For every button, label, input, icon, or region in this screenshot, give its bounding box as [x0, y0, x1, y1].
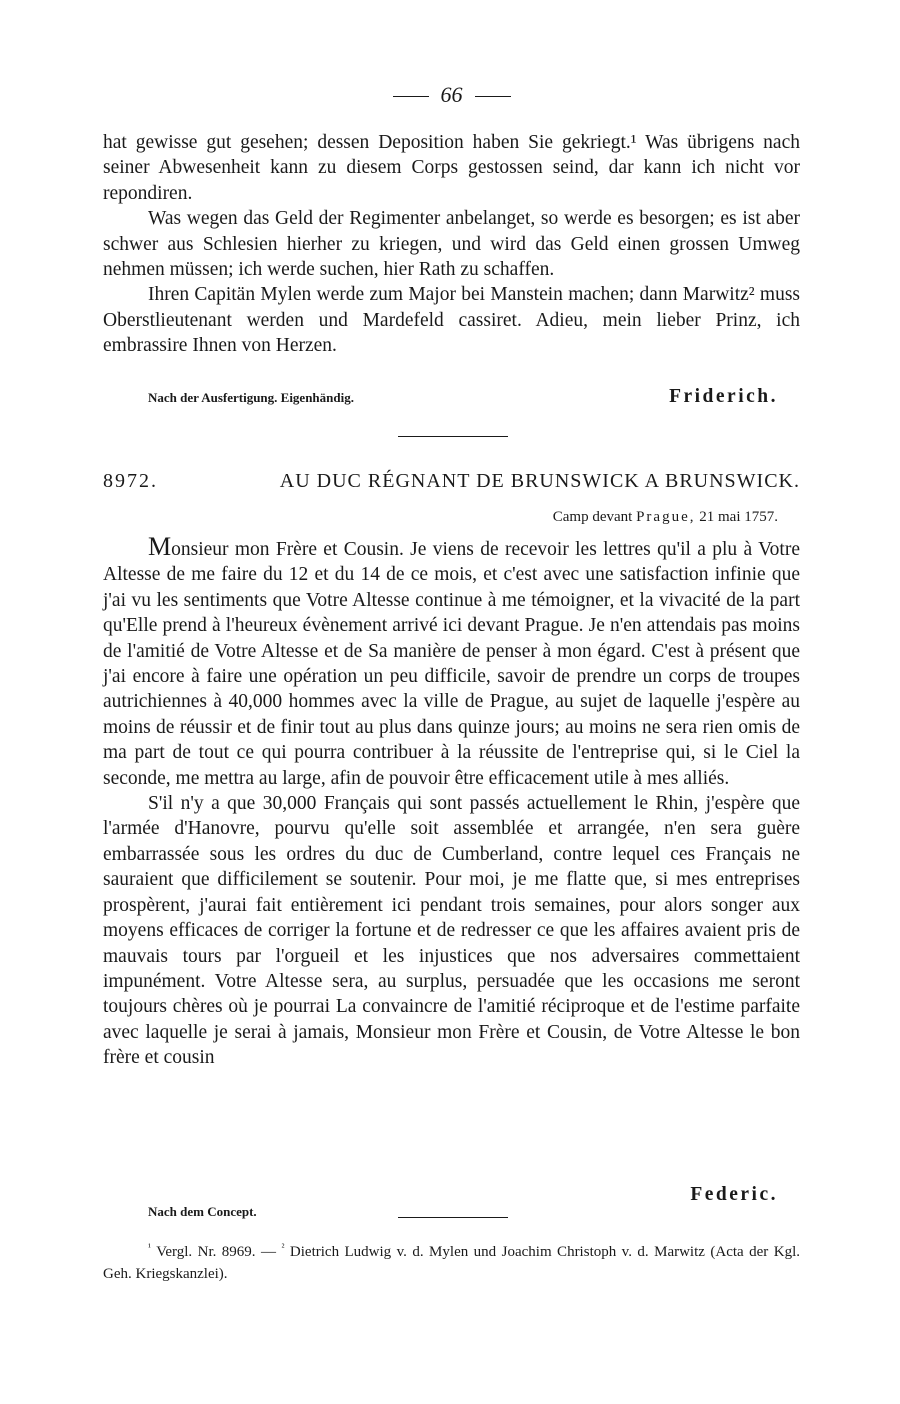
- letter-date: 21 mai 1757.: [699, 509, 778, 525]
- source-text: Nach der Ausfertigung. Eigenhändig.: [148, 390, 354, 405]
- footnote-divider: [398, 1217, 508, 1218]
- footnote-marker: ²: [281, 1242, 285, 1253]
- footnotes: [103, 1237, 800, 1285]
- paragraph-text: onsieur mon Frère et Cousin. Je viens de recevoir les lettres qu'il a plu à Votre Altesse de me faire du 12 et du 14 de ce mois, et c'est avec une satisfaction infinie que j'ai vu les sentiments que Votre Altesse continue à me témoigner, et la vivacité de la part qu'Elle prend à l'heureux évènement arrivé ici devant Prague. Je n'en attendais pas moins de l'amitié de Votre Altesse et de Sa manière de penser à mon égard. C'est à présent que j'ai encore à faire une opération un peu difficile, savoir de prendre un corps de troupes autrichiennes à 40,000 hommes avec la ville de Prague, au sujet de laquelle j'espère au moins de réussir et de finir tout au plus dans quinze jours; au moins ne sera rien omis de ma part de tout ce qui pourra contribuer à la réussite de l'entreprise qui, si le Ciel la seconde, me mettra au large, afin de pouvoir être efficacement utile à mes alliés.: [103, 539, 800, 789]
- letter-heading: [103, 470, 800, 493]
- page-number-right-dash: [475, 96, 511, 97]
- paragraph: hat gewisse gut gesehen; dessen Deposition haben Sie gekriegt.¹ Was übrigens nach seiner Abwesenheit kann zu diesem Corps gestossen seind, dar kann ich nicht vor repondiren.: [103, 132, 800, 204]
- letter-continuation: [103, 130, 800, 359]
- section-divider: [398, 436, 508, 437]
- signature-friderich: Friderich.: [669, 386, 778, 407]
- paragraph: Was wegen das Geld der Regimenter anbelanget, so werde es besorgen; es ist aber schwer aus Schlesien hierher zu kriegen, und wird das Geld einen grossen Umweg nehmen müssen; ich werde suchen, hier Rath zu schaffen.: [103, 208, 800, 281]
- page-number-text: 66: [440, 82, 463, 107]
- footnote-text: Dietrich Ludwig v. d. Mylen und Joachim Christoph v. d. Marwitz (Acta der Kgl. Geh. Kriegskanzlei).: [103, 1244, 800, 1282]
- footnote-marker: ¹: [148, 1242, 151, 1253]
- place-prefix: Camp devant: [552, 509, 633, 525]
- place-date: [553, 509, 778, 526]
- letter-number: 8972.: [103, 470, 158, 492]
- initial-letter: M: [148, 532, 172, 561]
- letter-title: AU DUC RÉGNANT DE BRUNSWICK A BRUNSWICK.: [279, 470, 800, 492]
- footnote-text: Vergl. Nr. 8969. —: [156, 1244, 277, 1260]
- place-city: Prague,: [636, 509, 696, 525]
- source-text: Nach dem Concept.: [148, 1204, 257, 1219]
- paragraph: [103, 534, 800, 791]
- letter-body: [103, 534, 800, 1071]
- page-number-left-dash: [393, 96, 429, 97]
- paragraph: S'il n'y a que 30,000 Français qui sont passés actuellement le Rhin, j'espère que l'armée d'Hanovre, pourvu qu'elle soit assemblée et arrangée, n'en sera guère embarrassée sous les ordres du duc de Cumberland, contre lequel ces Français ne sauraient que difficilement se soutenir. Pour moi, je me flatte que, si mes entreprises prospèrent, j'aurai fait entièrement ici pendant trois semaines, pour alors songer aux moyens efficaces de corriger la fortune et de redresser ce que les affaires avaient pris de mauvais tours par l'orgueil et les injustices que nos adversaires commettaient impunément. Votre Altesse sera, au surplus, persuadée que les occasions me seront toujours chères où je pourrai La convaincre de l'amitié réciproque et de l'estime parfaite avec laquelle je serai à jamais, Monsieur mon Frère et Cousin, de Votre Altesse le bon frère et cousin: [103, 793, 800, 1069]
- page-number: [103, 82, 800, 108]
- signature-federic: Federic.: [690, 1184, 778, 1205]
- paragraph: Ihren Capitän Mylen werde zum Major bei Manstein machen; dann Marwitz² muss Oberstlieutenant werden und Mardefeld cassiret. Adieu, mein lieber Prinz, ich embrassire Ihnen von Herzen.: [103, 284, 800, 357]
